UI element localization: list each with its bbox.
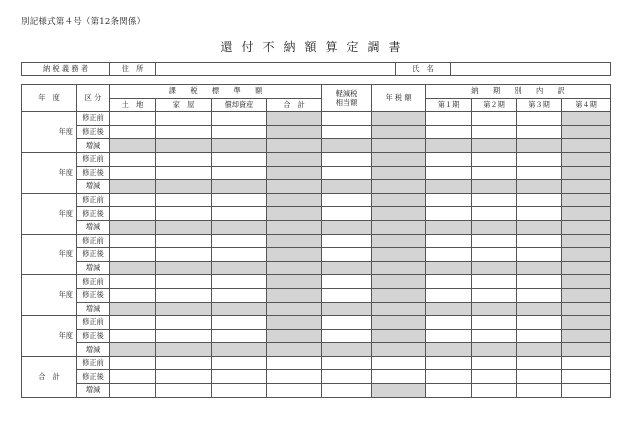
row-category-before-correction: 修正前: [77, 316, 110, 330]
period-4-cell: [562, 112, 611, 126]
name-field[interactable]: [451, 63, 611, 76]
period-2-cell[interactable]: [472, 166, 517, 180]
period-1-cell[interactable]: [426, 248, 472, 262]
period-4-cell[interactable]: [562, 384, 611, 398]
depreciable-assets-cell: [212, 180, 267, 194]
house-header: 家 屋: [156, 98, 212, 112]
land-cell[interactable]: [110, 356, 156, 370]
period-3-cell: [517, 302, 562, 316]
house-cell: [156, 343, 212, 357]
period-1-cell: [426, 180, 472, 194]
period-4-cell: [562, 288, 611, 302]
house-cell[interactable]: [156, 384, 212, 398]
land-cell[interactable]: [110, 316, 156, 330]
period-4-cell: [562, 343, 611, 357]
period-1-cell: [426, 139, 472, 153]
land-cell: [110, 139, 156, 153]
land-cell[interactable]: [110, 288, 156, 302]
land-cell[interactable]: [110, 166, 156, 180]
period-3-cell[interactable]: [517, 207, 562, 221]
period-1-cell: [426, 302, 472, 316]
period-2-cell[interactable]: [472, 234, 517, 248]
period-3-cell[interactable]: [517, 356, 562, 370]
row-category-after-correction: 修正後: [77, 125, 110, 139]
year-row-change: [22, 139, 611, 153]
land-cell[interactable]: [110, 384, 156, 398]
depreciable-assets-cell[interactable]: [212, 316, 267, 330]
period-3-header: 第３期: [517, 98, 562, 112]
year-row-after-correction: [22, 125, 611, 139]
period-2-cell[interactable]: [472, 248, 517, 262]
annual-tax-cell: [372, 234, 426, 248]
row-category-before-correction: 修正前: [77, 356, 110, 370]
period-1-cell[interactable]: [426, 152, 472, 166]
land-cell[interactable]: [110, 125, 156, 139]
depreciable-assets-cell[interactable]: [212, 125, 267, 139]
row-category-change: 増減: [77, 261, 110, 275]
house-cell[interactable]: [156, 207, 212, 221]
period-4-cell: [562, 302, 611, 316]
address-label: 住 所: [110, 63, 156, 76]
period-2-cell[interactable]: [472, 370, 517, 384]
period-3-cell[interactable]: [517, 316, 562, 330]
house-cell[interactable]: [156, 288, 212, 302]
subtotal-header: 合 計: [267, 98, 322, 112]
period-4-cell: [562, 207, 611, 221]
land-header: 土 地: [110, 98, 156, 112]
period-2-cell: [472, 261, 517, 275]
period-3-cell: [517, 139, 562, 153]
annual-tax-cell: [372, 166, 426, 180]
house-cell: [156, 220, 212, 234]
year-row-before-correction: [22, 152, 611, 166]
annual-tax-cell: [372, 207, 426, 221]
period-4-cell: [562, 139, 611, 153]
depreciable-assets-cell[interactable]: [212, 166, 267, 180]
year-row-change: [22, 343, 611, 357]
period-1-cell[interactable]: [426, 125, 472, 139]
period-2-cell: [472, 220, 517, 234]
period-3-cell[interactable]: [517, 288, 562, 302]
reduction-cell: [322, 180, 372, 194]
depreciable-assets-cell[interactable]: [212, 370, 267, 384]
reduction-header-line1: 軽減税: [335, 89, 358, 99]
subtotal-cell: [267, 261, 322, 275]
reduction-cell: [322, 302, 372, 316]
year-row-change: [22, 302, 611, 316]
row-category-change: 増減: [77, 139, 110, 153]
land-cell: [110, 343, 156, 357]
subtotal-cell: [267, 316, 322, 330]
period-4-cell: [562, 248, 611, 262]
period-1-cell[interactable]: [426, 316, 472, 330]
period-3-cell[interactable]: [517, 275, 562, 289]
total-label: 合 計: [22, 356, 77, 397]
annual-tax-cell: [372, 316, 426, 330]
land-cell[interactable]: [110, 193, 156, 207]
year-row-change: [22, 220, 611, 234]
period-2-cell[interactable]: [472, 275, 517, 289]
period-4-cell[interactable]: [562, 370, 611, 384]
period-1-cell[interactable]: [426, 288, 472, 302]
header-row-2: [22, 98, 611, 112]
taxpayer-table: [21, 62, 611, 76]
reduction-cell[interactable]: [322, 248, 372, 262]
house-cell[interactable]: [156, 275, 212, 289]
land-cell[interactable]: [110, 234, 156, 248]
subtotal-cell: [267, 220, 322, 234]
subtotal-cell: [267, 329, 322, 343]
row-category-after-correction: 修正後: [77, 370, 110, 384]
annual-tax-cell: [372, 261, 426, 275]
house-cell: [156, 261, 212, 275]
annual-tax-cell: [372, 193, 426, 207]
house-cell[interactable]: [156, 112, 212, 126]
annual-tax-cell: [372, 275, 426, 289]
subtotal-cell: [267, 112, 322, 126]
year-label: 年度: [22, 316, 77, 357]
annual-tax-cell: [372, 302, 426, 316]
period-4-header: 第４期: [562, 98, 611, 112]
subtotal-cell: [267, 288, 322, 302]
period-2-cell[interactable]: [472, 329, 517, 343]
reduction-header-line2: 相当額: [335, 98, 358, 108]
land-cell: [110, 302, 156, 316]
reduction-cell[interactable]: [322, 112, 372, 126]
year-groups: [22, 112, 611, 397]
reduction-cell: [322, 139, 372, 153]
house-cell[interactable]: [156, 152, 212, 166]
depreciable-assets-header: 償却資産: [212, 98, 267, 112]
year-row-after-correction: [22, 248, 611, 262]
period-1-cell[interactable]: [426, 356, 472, 370]
land-cell[interactable]: [110, 248, 156, 262]
year-label: 年度: [22, 275, 77, 316]
subtotal-cell[interactable]: [267, 356, 322, 370]
period-4-cell: [562, 125, 611, 139]
taxpayer-label: 納 税 義 務 者: [22, 63, 110, 76]
period-1-cell: [426, 220, 472, 234]
land-cell[interactable]: [110, 152, 156, 166]
year-row-after-correction: [22, 329, 611, 343]
subtotal-cell: [267, 248, 322, 262]
period-2-cell[interactable]: [472, 112, 517, 126]
period-2-cell[interactable]: [472, 288, 517, 302]
year-row-after-correction: [22, 166, 611, 180]
annual-tax-cell[interactable]: [372, 356, 426, 370]
reduction-cell[interactable]: [322, 288, 372, 302]
period-1-cell[interactable]: [426, 370, 472, 384]
subtotal-cell: [267, 343, 322, 357]
reduction-cell[interactable]: [322, 384, 372, 398]
total-row-before-correction: [22, 356, 611, 370]
reduction-cell: [322, 220, 372, 234]
land-cell[interactable]: [110, 275, 156, 289]
reduction-cell[interactable]: [322, 193, 372, 207]
period-2-cell[interactable]: [472, 152, 517, 166]
reduction-header: [322, 85, 372, 112]
house-cell[interactable]: [156, 234, 212, 248]
period-3-cell[interactable]: [517, 193, 562, 207]
annual-tax-cell: [372, 220, 426, 234]
period-1-cell[interactable]: [426, 234, 472, 248]
period-2-cell[interactable]: [472, 384, 517, 398]
land-cell: [110, 180, 156, 194]
reduction-cell: [322, 343, 372, 357]
depreciable-assets-cell[interactable]: [212, 248, 267, 262]
year-row-before-correction: [22, 316, 611, 330]
year-label: 年度: [22, 152, 77, 193]
depreciable-assets-cell[interactable]: [212, 275, 267, 289]
period-1-cell[interactable]: [426, 275, 472, 289]
depreciable-assets-cell[interactable]: [212, 193, 267, 207]
reduction-cell[interactable]: [322, 125, 372, 139]
period-1-cell[interactable]: [426, 112, 472, 126]
period-4-cell: [562, 193, 611, 207]
depreciable-assets-cell[interactable]: [212, 234, 267, 248]
period-4-cell: [562, 261, 611, 275]
land-cell[interactable]: [110, 207, 156, 221]
row-category-before-correction: 修正前: [77, 234, 110, 248]
total-row-after-correction: [22, 370, 611, 384]
period-1-cell[interactable]: [426, 207, 472, 221]
year-row-change: [22, 261, 611, 275]
period-4-cell: [562, 329, 611, 343]
row-category-after-correction: 修正後: [77, 166, 110, 180]
house-cell[interactable]: [156, 166, 212, 180]
depreciable-assets-cell[interactable]: [212, 112, 267, 126]
period-2-cell: [472, 343, 517, 357]
depreciable-assets-cell: [212, 139, 267, 153]
period-3-cell: [517, 220, 562, 234]
period-3-cell[interactable]: [517, 384, 562, 398]
subtotal-cell: [267, 302, 322, 316]
house-cell: [156, 139, 212, 153]
depreciable-assets-cell[interactable]: [212, 329, 267, 343]
category-header: 区 分: [77, 85, 110, 112]
reduction-cell[interactable]: [322, 329, 372, 343]
period-4-cell: [562, 166, 611, 180]
subtotal-cell: [267, 207, 322, 221]
house-cell: [156, 302, 212, 316]
land-cell[interactable]: [110, 329, 156, 343]
row-category-before-correction: 修正前: [77, 193, 110, 207]
annual-tax-cell: [372, 248, 426, 262]
period-4-cell: [562, 234, 611, 248]
period-2-cell[interactable]: [472, 316, 517, 330]
row-category-after-correction: 修正後: [77, 288, 110, 302]
row-category-change: 増減: [77, 384, 110, 398]
year-row-change: [22, 180, 611, 194]
annual-tax-cell: [372, 152, 426, 166]
installments-header: 納 期 別 内 訳: [426, 85, 611, 99]
house-cell[interactable]: [156, 193, 212, 207]
row-category-after-correction: 修正後: [77, 329, 110, 343]
house-cell[interactable]: [156, 248, 212, 262]
year-label: 年度: [22, 234, 77, 275]
period-3-cell[interactable]: [517, 152, 562, 166]
depreciable-assets-cell: [212, 220, 267, 234]
period-1-cell[interactable]: [426, 193, 472, 207]
annual-tax-cell: [372, 112, 426, 126]
period-2-cell[interactable]: [472, 125, 517, 139]
annual-tax-cell: [372, 125, 426, 139]
reduction-cell[interactable]: [322, 356, 372, 370]
row-category-change: 増減: [77, 220, 110, 234]
period-2-cell: [472, 180, 517, 194]
depreciable-assets-cell[interactable]: [212, 384, 267, 398]
depreciable-assets-cell: [212, 343, 267, 357]
depreciable-assets-cell[interactable]: [212, 288, 267, 302]
form-title: 還付不納額算定調書: [220, 40, 410, 54]
period-3-cell[interactable]: [517, 370, 562, 384]
house-cell[interactable]: [156, 316, 212, 330]
reduction-cell[interactable]: [322, 275, 372, 289]
row-category-change: 増減: [77, 343, 110, 357]
period-2-cell: [472, 139, 517, 153]
depreciable-assets-cell: [212, 261, 267, 275]
year-row-after-correction: [22, 288, 611, 302]
year-row-before-correction: [22, 112, 611, 126]
row-category-before-correction: 修正前: [77, 275, 110, 289]
reduction-cell[interactable]: [322, 370, 372, 384]
house-cell[interactable]: [156, 370, 212, 384]
period-4-cell: [562, 152, 611, 166]
subtotal-cell: [267, 152, 322, 166]
land-cell[interactable]: [110, 370, 156, 384]
row-category-after-correction: 修正後: [77, 207, 110, 221]
period-3-cell[interactable]: [517, 166, 562, 180]
period-3-cell[interactable]: [517, 248, 562, 262]
address-field[interactable]: [156, 63, 396, 76]
reduction-cell[interactable]: [322, 207, 372, 221]
annual-tax-cell: [372, 384, 426, 398]
year-row-before-correction: [22, 234, 611, 248]
subtotal-cell: [267, 125, 322, 139]
reduction-cell[interactable]: [322, 152, 372, 166]
period-2-cell[interactable]: [472, 207, 517, 221]
row-category-before-correction: 修正前: [77, 112, 110, 126]
period-4-cell: [562, 180, 611, 194]
year-label: 年度: [22, 193, 77, 234]
subtotal-cell: [267, 275, 322, 289]
period-4-cell: [562, 220, 611, 234]
period-3-cell[interactable]: [517, 125, 562, 139]
house-cell[interactable]: [156, 125, 212, 139]
annual-tax-cell: [372, 139, 426, 153]
reduction-cell[interactable]: [322, 316, 372, 330]
house-cell[interactable]: [156, 356, 212, 370]
year-label: 年度: [22, 112, 77, 153]
period-1-cell: [426, 261, 472, 275]
header-row-1: [22, 85, 611, 99]
period-3-cell[interactable]: [517, 329, 562, 343]
period-2-header: 第２期: [472, 98, 517, 112]
reduction-cell[interactable]: [322, 166, 372, 180]
name-label: 氏 名: [396, 63, 451, 76]
land-cell: [110, 261, 156, 275]
tax-base-header: 課 税 標 準 額: [110, 85, 322, 99]
row-category-after-correction: 修正後: [77, 248, 110, 262]
period-1-cell[interactable]: [426, 329, 472, 343]
annual-tax-cell: [372, 288, 426, 302]
year-row-before-correction: [22, 275, 611, 289]
land-cell[interactable]: [110, 112, 156, 126]
total-row-change: [22, 384, 611, 398]
period-1-cell: [426, 343, 472, 357]
annual-tax-cell: [372, 180, 426, 194]
period-3-cell: [517, 261, 562, 275]
period-3-cell: [517, 343, 562, 357]
row-category-before-correction: 修正前: [77, 152, 110, 166]
period-3-cell[interactable]: [517, 234, 562, 248]
period-3-cell[interactable]: [517, 112, 562, 126]
subtotal-cell: [267, 139, 322, 153]
house-cell[interactable]: [156, 329, 212, 343]
depreciable-assets-cell: [212, 302, 267, 316]
annual-tax-header: 年 税 額: [372, 85, 426, 112]
period-1-cell[interactable]: [426, 384, 472, 398]
calculation-table: [21, 84, 611, 398]
period-3-cell: [517, 180, 562, 194]
period-1-cell[interactable]: [426, 166, 472, 180]
period-2-cell: [472, 302, 517, 316]
year-row-after-correction: [22, 207, 611, 221]
annual-tax-cell[interactable]: [372, 370, 426, 384]
subtotal-cell: [267, 180, 322, 194]
reduction-cell[interactable]: [322, 234, 372, 248]
depreciable-assets-cell[interactable]: [212, 356, 267, 370]
period-2-cell[interactable]: [472, 193, 517, 207]
annual-tax-cell: [372, 343, 426, 357]
form-number: 別記様式第４号（第12条関係）: [21, 17, 146, 27]
period-4-cell: [562, 316, 611, 330]
period-4-cell[interactable]: [562, 356, 611, 370]
annual-tax-cell: [372, 329, 426, 343]
row-category-change: 増減: [77, 302, 110, 316]
subtotal-cell[interactable]: [267, 370, 322, 384]
period-1-header: 第１期: [426, 98, 472, 112]
year-row-before-correction: [22, 193, 611, 207]
subtotal-cell: [267, 166, 322, 180]
period-2-cell[interactable]: [472, 356, 517, 370]
land-cell: [110, 220, 156, 234]
reduction-cell: [322, 261, 372, 275]
depreciable-assets-cell[interactable]: [212, 207, 267, 221]
house-cell: [156, 180, 212, 194]
subtotal-cell: [267, 234, 322, 248]
depreciable-assets-cell[interactable]: [212, 152, 267, 166]
year-header: 年 度: [22, 85, 77, 112]
period-4-cell: [562, 275, 611, 289]
row-category-change: 増減: [77, 180, 110, 194]
subtotal-cell[interactable]: [267, 384, 322, 398]
subtotal-cell: [267, 193, 322, 207]
